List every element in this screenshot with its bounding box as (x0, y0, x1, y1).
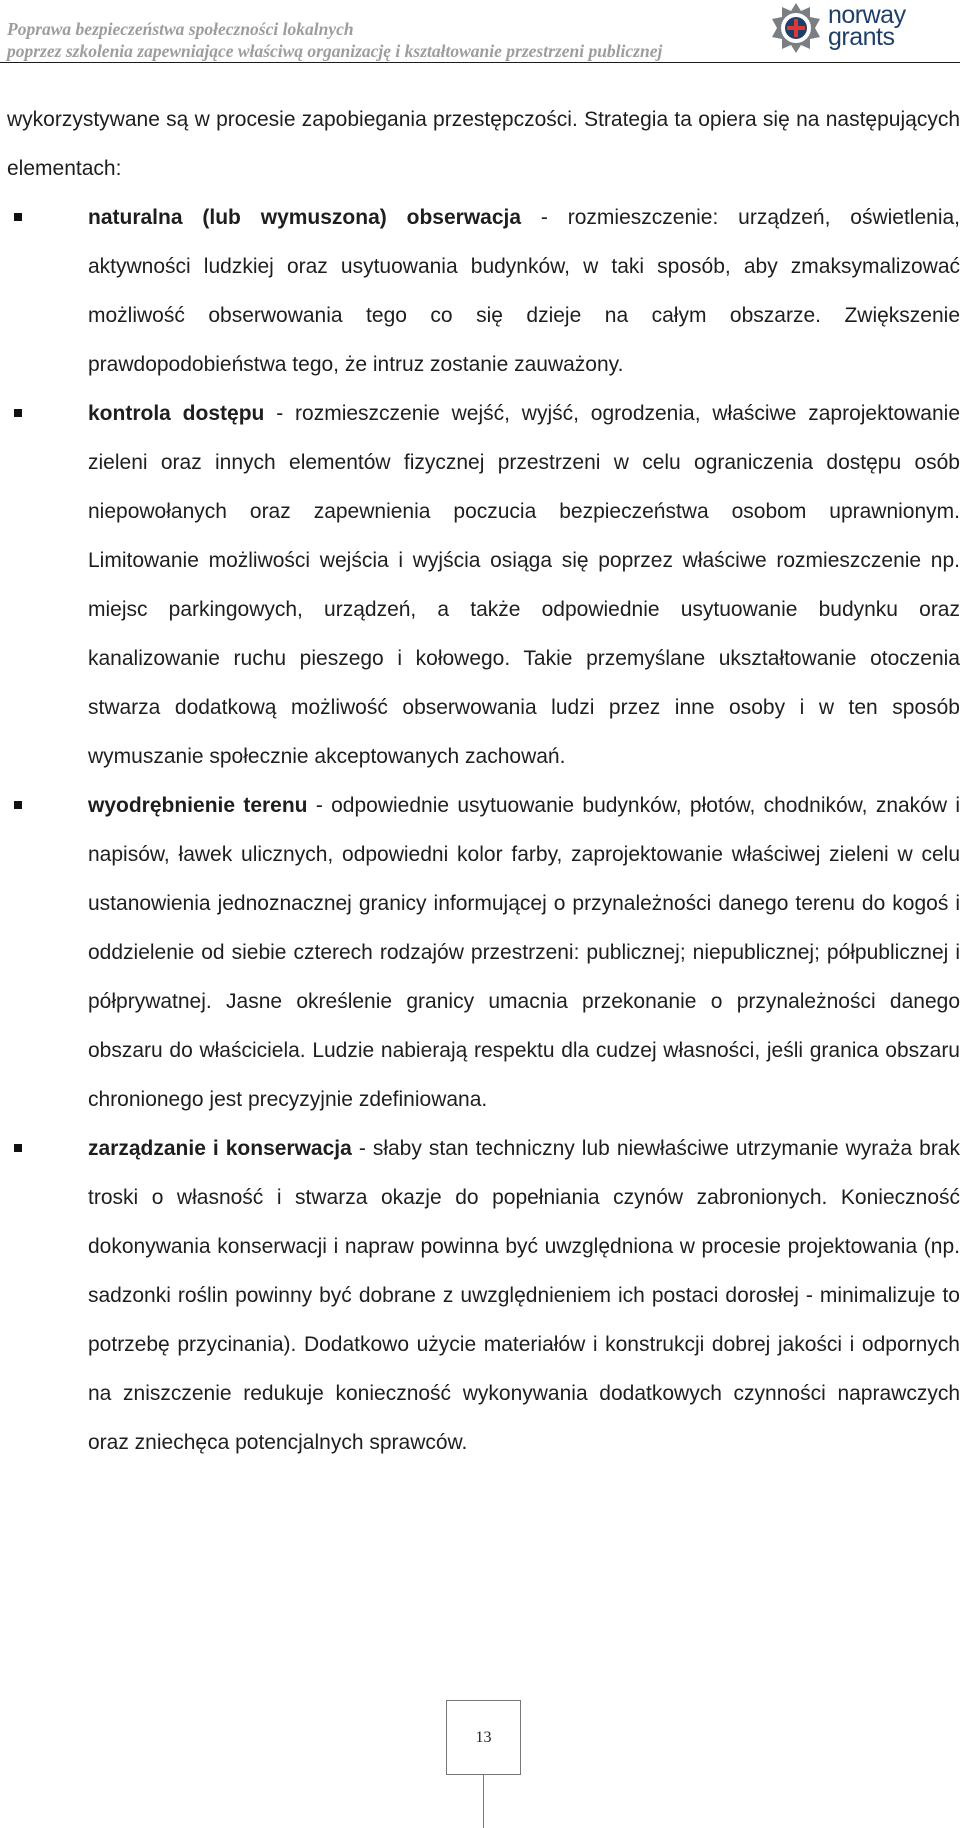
element-list (7, 193, 960, 1467)
logo-line2: grants (828, 23, 895, 51)
item-text: - rozmieszczenie: urządzeń, oświetlenia, aktywności ludzkiej oraz usytuowania budynków, w taki sposób, aby zmaksymalizować możliwość obserwowania tego co się dzieje na całym obszarze. Zwiększenie prawdopodobieństwa tego, że intruz zostanie zauważony. (88, 206, 960, 376)
header-title (7, 18, 662, 62)
item-term: naturalna (lub wymuszona) obserwacja (88, 206, 522, 229)
square-bullet-icon (14, 213, 22, 221)
list-item (88, 781, 960, 1124)
item-term: kontrola dostępu (88, 402, 265, 425)
page-number: 13 (446, 1700, 521, 1775)
list-item (88, 193, 960, 389)
page-number-line (483, 1775, 484, 1828)
intro-paragraph: wykorzystywane są w procesie zapobiegania przestępczości. Strategia ta opiera się na następujących elementach: (7, 108, 960, 180)
header-title-line2: poprzez szkolenia zapewniające właściwą organizację i kształtowanie przestrzeni publicznej (7, 41, 663, 61)
square-bullet-icon (14, 1144, 22, 1152)
header-title-line1: Poprawa bezpieczeństwa społeczności lokalnych (7, 19, 354, 39)
emblem-icon (770, 2, 822, 54)
page-header (0, 0, 960, 63)
item-text: - rozmieszczenie wejść, wyjść, ogrodzenia, właściwe zaprojektowanie zieleni oraz innych elementów fizycznej przestrzeni w celu ograniczenia dostępu osób niepowołanych oraz zapewnienia poczucia bezpieczeństwa osobom uprawnionym. Limitowanie możliwości wejścia i wyjścia osiąga się poprzez właściwe rozmieszczenie np. miejsc parkingowych, urządzeń, a także odpowiednie usytuowanie budynku oraz kanalizowanie ruchu pieszego i kołowego. Takie przemyślane ukształtowanie otoczenia stwarza dodatkową możliwość obserwowania ludzi przez inne osoby i w ten sposób wymuszanie społecznie akceptowanych zachowań. (88, 402, 960, 768)
logo-line1: norway (828, 1, 906, 29)
square-bullet-icon (14, 801, 22, 809)
square-bullet-icon (14, 409, 22, 417)
item-term: zarządzanie i konserwacja (88, 1137, 352, 1160)
list-item (88, 1124, 960, 1467)
document-body (7, 95, 960, 1467)
list-item (88, 389, 960, 781)
item-text: - odpowiednie usytuowanie budynków, płotów, chodników, znaków i napisów, ławek ulicznych, odpowiedni kolor farby, zaprojektowanie właściwej zieleni w celu ustanowienia jednoznacznej granicy informującej o przynależności danego terenu do kogoś i oddzielenie od siebie czterech rodzajów przestrzeni: publicznej; niepublicznej; półpublicznej i półprywatnej. Jasne określenie granicy umacnia przekonanie o przynależności danego obszaru do właściciela. Ludzie nabierają respektu dla cudzej własności, jeśli granica obszaru chronionego jest precyzyjnie zdefiniowana. (88, 794, 960, 1111)
norway-grants-logo (770, 2, 960, 58)
item-text: - słaby stan techniczny lub niewłaściwe utrzymanie wyraża brak troski o własność i stwarza okazje do popełniania czynów zabronionych. Konieczność dokonywania konserwacji i napraw powinna być uwzględniona w procesie projektowania (np. sadzonki roślin powinny być dobrane z uwzględnieniem ich postaci dorosłej - minimalizuje to potrzebę przycinania). Dodatkowo użycie materiałów i konstrukcji dobrej jakości i odpornych na zniszczenie redukuje konieczność wykonywania dodatkowych czynności naprawczych oraz zniechęca potencjalnych sprawców. (88, 1137, 960, 1454)
item-term: wyodrębnienie terenu (88, 794, 308, 817)
logo-text (828, 1, 906, 51)
